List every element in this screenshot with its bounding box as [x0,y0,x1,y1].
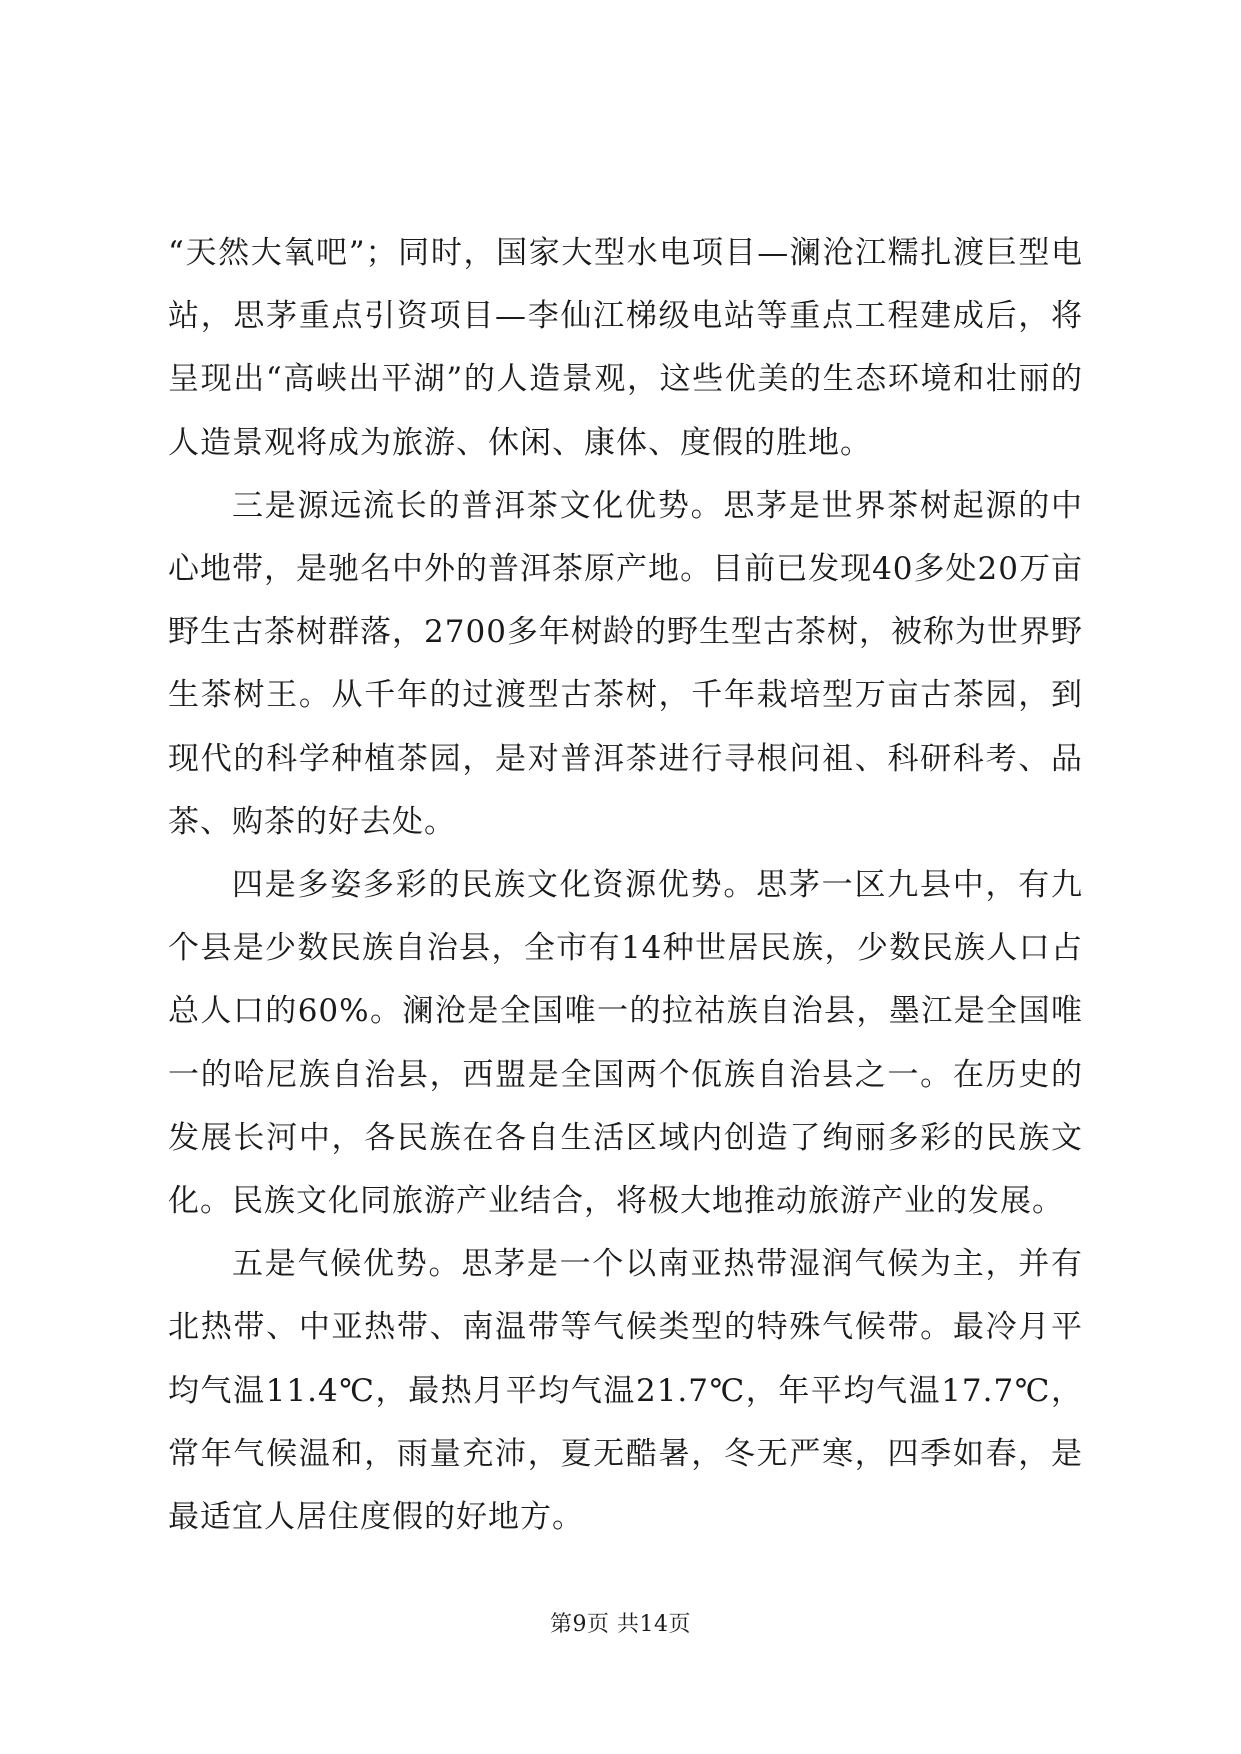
body-text [168,222,1083,1549]
paragraph-climate: 五是气候优势。思茅是一个以南亚热带湿润气候为主，并有北热带、中亚热带、南温带等气候类型的特殊气候带。最冷月平均气温11.4℃，最热月平均气温21.7℃，年平均气温17.7℃，常年气候温和，雨量充沛，夏无酷暑，冬无严寒，四季如春，是最适宜人居住度假的好地方。 [168,1246,1083,1536]
paragraph-ethnic-culture: 四是多姿多彩的民族文化资源优势。思茅一区九县中，有九个县是少数民族自治县，全市有14种世居民族，少数民族人口占总人口的60%。澜沧是全国唯一的拉祜族自治县，墨江是全国唯一的哈尼族自治县，西盟是全国两个佤族自治县之一。在历史的发展长河中，各民族在各自生活区域内创造了绚丽多彩的民族文化。民族文化同旅游产业结合，将极大地推动旅游产业的发展。 [168,867,1083,1220]
paragraph-tea-culture: 三是源远流长的普洱茶文化优势。思茅是世界茶树起源的中心地带，是驰名中外的普洱茶原产地。目前已发现40多处20万亩野生古茶树群落，2700多年树龄的野生型古茶树，被称为世界野生茶树王。从千年的过渡型古茶树，千年栽培型万亩古茶园，到现代的科学种植茶园，是对普洱茶进行寻根问祖、科研科考、品茶、购茶的好去处。 [168,487,1083,840]
paragraph-continued: “天然大氧吧”；同时，国家大型水电项目—澜沧江糯扎渡巨型电站，思茅重点引资项目—李仙江梯级电站等重点工程建成后，将呈现出“高峡出平湖”的人造景观，这些优美的生态环境和壮丽的人造景观将成为旅游、休闲、康体、度假的胜地。 [168,235,1083,461]
page-number-footer: 第9页 共14页 [550,1612,691,1637]
